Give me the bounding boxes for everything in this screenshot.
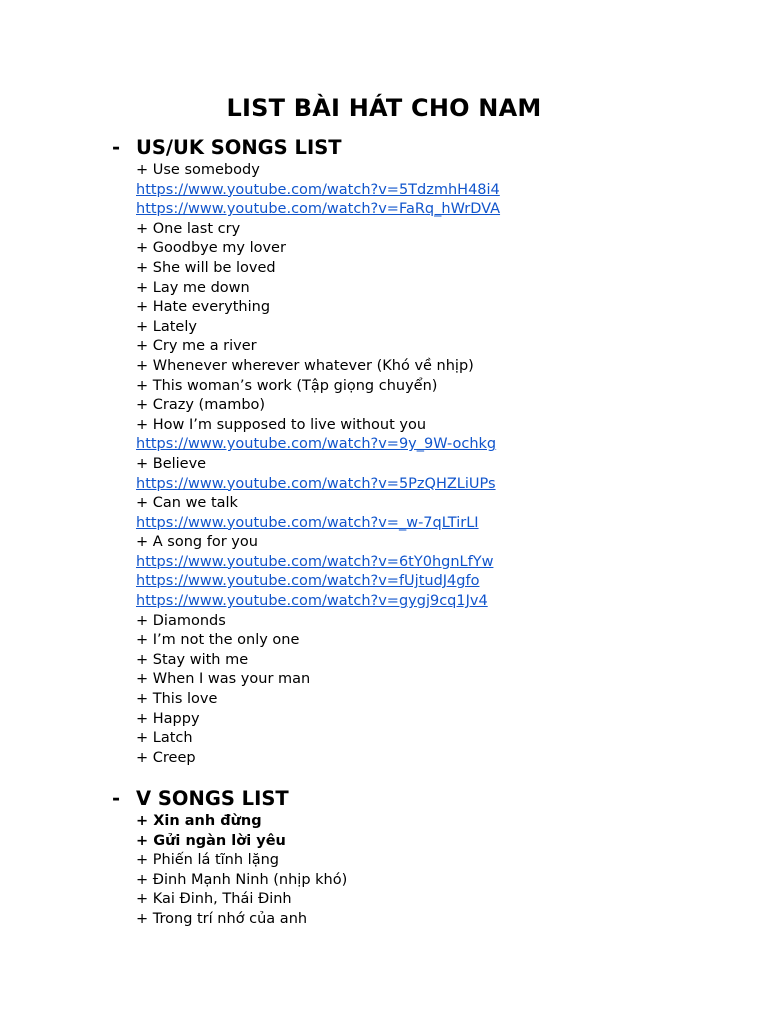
page-title: LIST BÀI HÁT CHO NAM — [226, 94, 542, 122]
song-item: + Creep — [136, 749, 196, 766]
section-header — [112, 786, 347, 812]
youtube-link[interactable]: https://www.youtube.com/watch?v=9y_9W-ochkg — [136, 436, 497, 453]
youtube-link-item — [136, 592, 500, 612]
song-item: + Lay me down — [136, 279, 250, 296]
youtube-link-item — [136, 514, 500, 534]
song-list — [112, 812, 347, 930]
song-item: + Đinh Mạnh Ninh (nhịp khó) — [136, 871, 348, 888]
section-title: US/UK SONGS LIST — [136, 136, 342, 159]
song-item: + Hate everything — [136, 299, 271, 316]
youtube-link-item — [136, 572, 500, 592]
song-item: + Goodbye my lover — [136, 240, 286, 257]
song-item: + Gửi ngàn lời yêu — [136, 832, 286, 849]
song-item: + Xin anh đừng — [136, 813, 262, 829]
youtube-link[interactable]: https://www.youtube.com/watch?v=fUjtudJ4gfo — [136, 573, 480, 590]
section-bullet: - — [112, 136, 121, 159]
section-bullet: - — [112, 787, 121, 810]
youtube-link[interactable]: https://www.youtube.com/watch?v=5PzQHZLiUPs — [136, 475, 496, 492]
section-header — [112, 135, 500, 161]
song-item: + Stay with me — [136, 651, 249, 668]
song-item: + She will be loved — [136, 259, 276, 276]
song-item: + How I’m supposed to live without you — [136, 416, 427, 433]
song-item: + One last cry — [136, 220, 241, 237]
song-item: + A song for you — [136, 534, 258, 551]
song-item: + Can we talk — [136, 495, 238, 512]
youtube-link-item — [136, 475, 500, 495]
song-item: + Whenever wherever whatever (Khó về nhịp) — [136, 357, 474, 374]
song-list — [112, 161, 500, 768]
section-us-uk — [112, 135, 500, 768]
youtube-link-item — [136, 435, 500, 455]
song-item: + Trong trí nhớ của anh — [136, 910, 308, 927]
youtube-link-item — [136, 553, 500, 573]
youtube-link[interactable]: https://www.youtube.com/watch?v=6tY0hgnLfYw — [136, 553, 494, 570]
youtube-link[interactable]: https://www.youtube.com/watch?v=FaRq_hWrDVA — [136, 201, 501, 218]
song-item: + Believe — [136, 455, 207, 472]
song-item: + I’m not the only one — [136, 632, 300, 649]
song-item: + Kai Đinh, Thái Đinh — [136, 891, 292, 908]
song-item: + Phiến lá tĩnh lặng — [136, 852, 279, 869]
song-item: + Happy — [136, 710, 200, 727]
section-title: V SONGS LIST — [136, 787, 289, 810]
youtube-link-item — [136, 200, 500, 220]
song-item: + Cry me a river — [136, 338, 257, 355]
youtube-link[interactable]: https://www.youtube.com/watch?v=_w-7qLTirLI — [136, 514, 479, 531]
youtube-link[interactable]: https://www.youtube.com/watch?v=gygj9cq1Jv4 — [136, 593, 488, 610]
section-v — [112, 786, 347, 930]
song-item: + Use somebody — [136, 162, 260, 178]
song-item: + This love — [136, 691, 218, 708]
song-item: + Crazy (mambo) — [136, 397, 266, 414]
song-item: + This woman’s work (Tập giọng chuyển) — [136, 377, 438, 394]
song-item: + Diamonds — [136, 612, 226, 629]
song-item: + When I was your man — [136, 671, 311, 688]
song-item: + Latch — [136, 730, 193, 747]
youtube-link-item — [136, 181, 500, 201]
youtube-link[interactable]: https://www.youtube.com/watch?v=5TdzmhH48i4 — [136, 181, 500, 198]
song-item: + Lately — [136, 318, 197, 335]
